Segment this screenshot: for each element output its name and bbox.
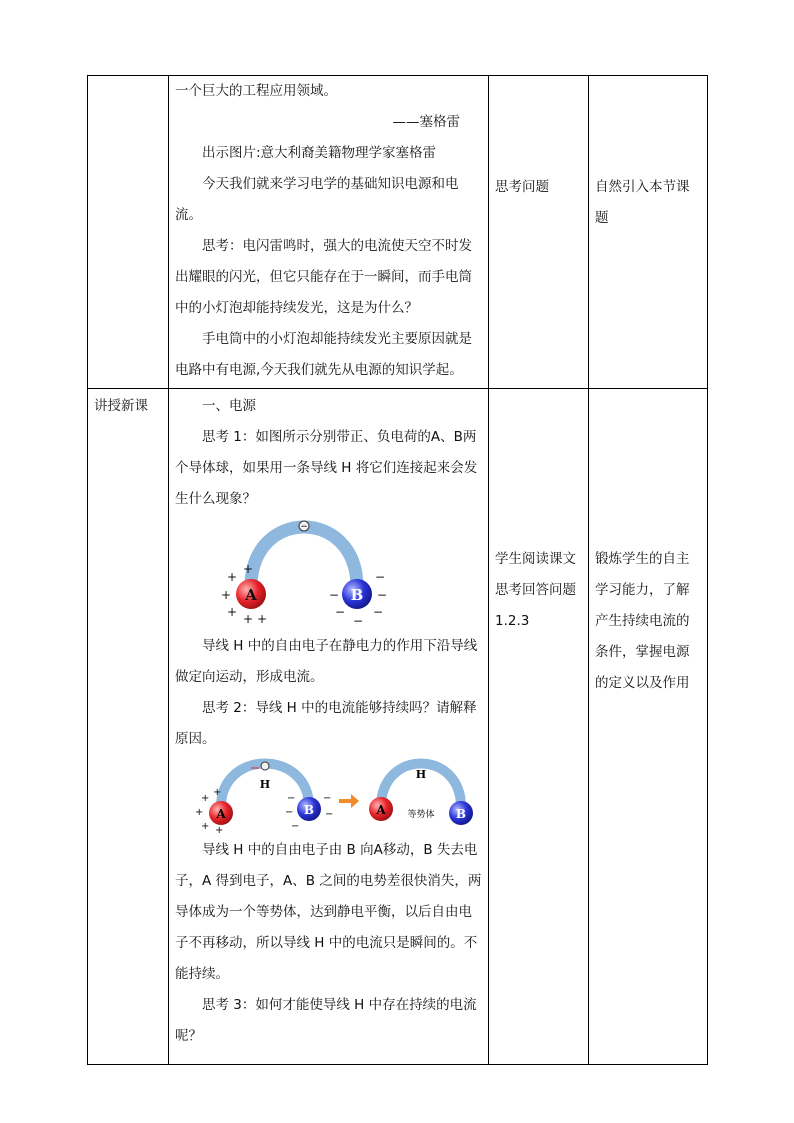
minus-sign: − [325,809,334,820]
stage-label: 讲授新课 [94,398,148,414]
intro-content-cell [169,76,489,389]
plus-sign: + [243,562,254,576]
electron-icon [261,762,269,770]
wire-h-arc [251,527,357,587]
new-lesson-student-activity: 学生阅读课文思考回答问题1.2.3 [495,551,576,629]
minus-sign: − [291,821,300,832]
plus-sign: + [227,570,238,584]
minus-sign: − [377,588,388,602]
sphere-a-right-label: A [376,803,386,817]
minus-sign: − [323,793,332,804]
new-lesson-row [88,389,708,1065]
new-lesson-intent-cell [589,389,708,1065]
intro-answer: 手电筒中的小灯泡却能持续发光主要原因就是电路中有电源,今天我们就先从电源的知识学起。 [175,331,472,378]
intro-line-4: 今天我们就来学习电学的基础知识电源和电流。 [175,176,459,223]
figure-charged-spheres [169,515,489,631]
intro-intent-cell [589,76,708,389]
new-lesson-stage-cell [88,389,169,1065]
intro-student-activity: 思考问题 [495,179,549,195]
minus-sign: − [373,605,384,619]
sphere-a-label: A [245,586,257,604]
intro-design-intent: 自然引入本节课题 [595,179,690,226]
electron-sign: − [300,522,308,532]
minus-sign: − [375,570,386,584]
intro-line-3: 出示图片:意大利裔美籍物理学家塞格雷 [202,145,437,161]
plus-sign: + [227,605,238,619]
answer-2: 导线 H 中的自由电子由 B 向A移动，B 失去电子，A 得到电子，A、B 之间的电势差很快消失，两导体成为一个等势体，达到静电平衡，以后自由电子不再移动，所以导线 H 中的电流只是瞬间的。不能持续。 [175,842,482,982]
lesson-table [87,75,708,1065]
sphere-b-right-label: B [455,807,467,821]
plus-sign: + [195,807,204,818]
intro-row [88,76,708,389]
new-lesson-student-cell [489,389,589,1065]
figure-equipotential [169,755,489,835]
intro-student-cell [489,76,589,389]
intro-stage-cell [88,76,169,389]
plus-sign: + [201,821,210,832]
sphere-a-left-label: A [216,807,226,821]
wire-label-left: H [259,778,271,791]
intro-think: 思考：电闪雷鸣时，强大的电流使天空不时发出耀眼的闪光，但它只能存在于一瞬间，而手电筒中的小灯泡却能持续发光，这是为什么？ [175,238,472,316]
wire-label-right: H [415,768,427,781]
minus-sign: − [329,588,340,602]
sphere-b-left-label: B [303,803,315,817]
minus-sign: − [285,807,294,818]
plus-sign: + [215,825,224,835]
plus-sign: + [213,787,222,798]
minus-sign: − [353,614,364,628]
section-heading: 一、电源 [202,398,256,414]
intro-line-1: 一个巨大的工程应用领域。 [175,83,337,99]
new-lesson-content-cell [169,389,489,1065]
plus-sign: + [257,612,268,626]
minus-sign: − [287,793,296,804]
equipotential-label: 等势体 [407,810,435,820]
intro-quote-author: ——塞格雷 [392,114,460,130]
minus-sign: − [335,605,346,619]
plus-sign: + [201,793,210,804]
sphere-b-label: B [350,586,364,604]
think-3: 思考 3：如何才能使导线 H 中存在持续的电流呢？ [175,997,477,1044]
think-1: 思考 1：如图所示分别带正、负电荷的A、B两个导体球，如果用一条导线 H 将它们连接起来会发生什么现象？ [175,429,478,507]
plus-sign: + [221,588,232,602]
transition-arrow-icon [339,794,359,808]
new-lesson-design-intent: 锻炼学生的自主学习能力，了解产生持续电流的条件，掌握电源的定义以及作用 [595,551,690,691]
plus-sign: + [243,612,254,626]
answer-1: 导线 H 中的自由电子在静电力的作用下沿导线做定向运动，形成电流。 [175,638,478,685]
think-2: 思考 2：导线 H 中的电流能够持续吗？请解释原因。 [175,700,477,747]
